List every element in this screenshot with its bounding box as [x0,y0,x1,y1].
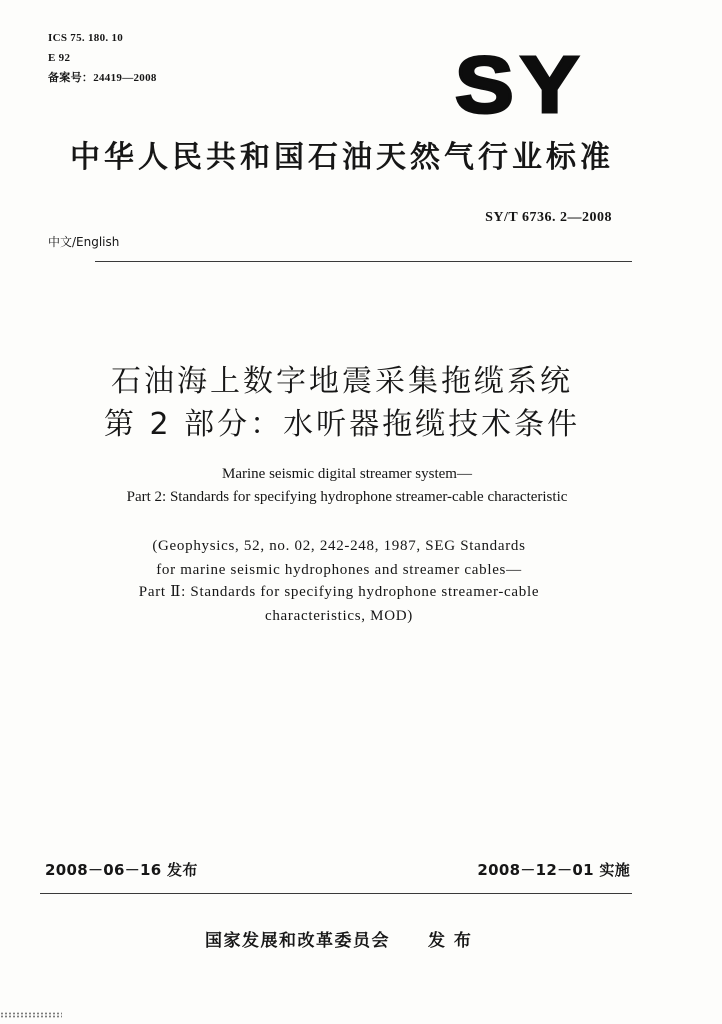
implementation-date: 2008－12－01 实施 [477,861,630,879]
reference-line-1: (Geophysics, 52, no. 02, 242-248, 1987, SEG Standards [152,538,526,554]
standard-number: SY/T 6736. 2—2008 [485,210,612,225]
zh-title-line-1: 石油海上数字地震采集拖缆系统 [111,364,573,399]
zh-title-line-2: 第 2 部分：水听器拖缆技术条件 [103,407,581,442]
issue-action: 发 布 [428,931,473,951]
en-title-line-2: Part 2: Standards for specifying hydrophone streamer-cable characteristic [126,489,568,505]
reference-line-2: for marine seismic hydrophones and streamer cables— [156,562,522,578]
filing-number: 备案号：24419—2008 [48,72,157,84]
issue-date: 2008－06－16 发布 [45,861,198,879]
ics-code: ICS 75. 180. 10 [48,32,124,44]
en-title-line-1: Marine seismic digital streamer system— [222,466,472,482]
industry-standard-title: 中华人民共和国石油天然气行业标准 [70,140,614,175]
issuing-authority: 国家发展和改革委员会 [205,931,390,951]
footer-divider [40,893,632,894]
reference-line-4: characteristics, MOD) [265,608,413,624]
scan-noise [0,1012,62,1018]
sy-logo: SY [455,40,586,129]
ccs-code: E 92 [48,52,71,64]
header-divider [95,261,632,262]
reference-line-3: Part Ⅱ: Standards for specifying hydrophone streamer-cable [138,584,540,600]
language-label: 中文/English [48,235,120,249]
